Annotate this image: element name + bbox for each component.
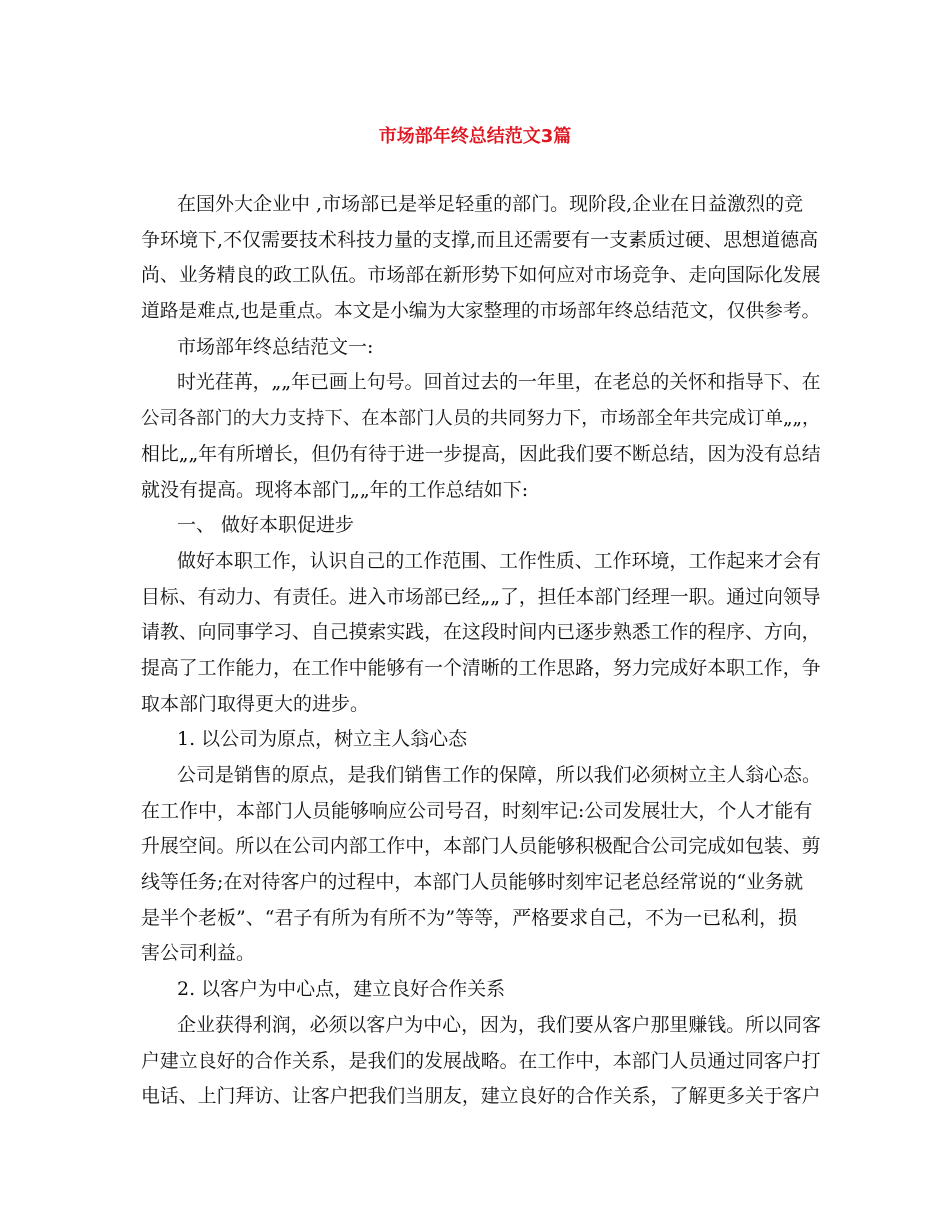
- text-line: 时光荏苒，„„年已画上句号。回首过去的一年里，在老总的关怀和指导下、在: [177, 371, 821, 394]
- text-line: 在工作中，本部门人员能够响应公司号召，时刻牢记:公司发展壮大，个人才能有: [141, 799, 813, 822]
- text-line: 做好本职工作，认识自己的工作范围、工作性质、工作环境，工作起来才会有: [177, 549, 821, 572]
- text-line: 相比„„年有所增长，但仍有待于进一步提高，因此我们要不断总结，因为没有总结: [141, 442, 821, 465]
- text-line: 提高了工作能力，在工作中能够有一个清晰的工作思路，努力完成好本职工作，争: [141, 656, 821, 679]
- text-line: 公司各部门的大力支持下、在本部门人员的共同努力下，市场部全年共完成订单„„，: [141, 408, 821, 430]
- text-line: 尚、业务精良的政工队伍。市场部在新形势下如何应对市场竞争、走向国际化发展: [141, 264, 821, 287]
- text-line: 升展空间。所以在公司内部工作中，本部门人员能够积极配合公司完成如包装、剪: [141, 835, 821, 858]
- text-line: 电话、上门拜访、让客户把我们当朋友，建立良好的合作关系，了解更多关于客户: [141, 1085, 821, 1108]
- text-line: 企业获得利润，必须以客户为中心，因为，我们要从客户那里赚钱。所以同客: [177, 1013, 821, 1036]
- text-line: 一、 做好本职促进步: [177, 514, 355, 537]
- text-line: 公司是销售的原点，是我们销售工作的保障，所以我们必须树立主人翁心态。: [177, 764, 821, 786]
- text-line: 在国外大企业中 ,市场部已是举足轻重的部门。现阶段,企业在日益激烈的竞: [177, 193, 804, 215]
- text-line: 市场部年终总结范文一:: [177, 335, 374, 358]
- text-line: 道路是难点,也是重点。本文是小编为大家整理的市场部年终总结范文，仅供参考。: [141, 301, 821, 323]
- text-line: 取本部门取得更大的进步。: [141, 692, 370, 715]
- document-body: [141, 187, 821, 1115]
- text-line: 户建立良好的合作关系，是我们的发展战略。在工作中，本部门人员通过同客户打: [141, 1049, 821, 1072]
- text-line: 请教、向同事学习、自己摸索实践，在这段时间内已逐步熟悉工作的程序、方向，: [141, 621, 821, 644]
- text-line: 就没有提高。现将本部门„„年的工作总结如下:: [141, 478, 529, 501]
- text-line: 线等任务;在对待客户的过程中，本部门人员能够时刻牢记老总经常说的“业务就: [141, 871, 804, 894]
- text-line: 目标、有动力、有责任。进入市场部已经„„了，担任本部门经理一职。通过向领导: [141, 585, 821, 608]
- text-line: 2. 以客户为中心点，建立良好合作关系: [177, 978, 506, 1001]
- text-line: 害公司利益。: [141, 942, 256, 965]
- text-line: 是半个老板”、“君子有所为有所不为”等等，严格要求自己，不为一已私利，损: [141, 906, 798, 929]
- text-line: 1. 以公司为原点，树立主人翁心态: [177, 728, 468, 751]
- document-title: 市场部年终总结范文3篇: [378, 126, 572, 147]
- text-line: 争环境下,不仅需要技术科技力量的支撑,而且还需要有一支素质过硬、思想道德高: [141, 228, 819, 251]
